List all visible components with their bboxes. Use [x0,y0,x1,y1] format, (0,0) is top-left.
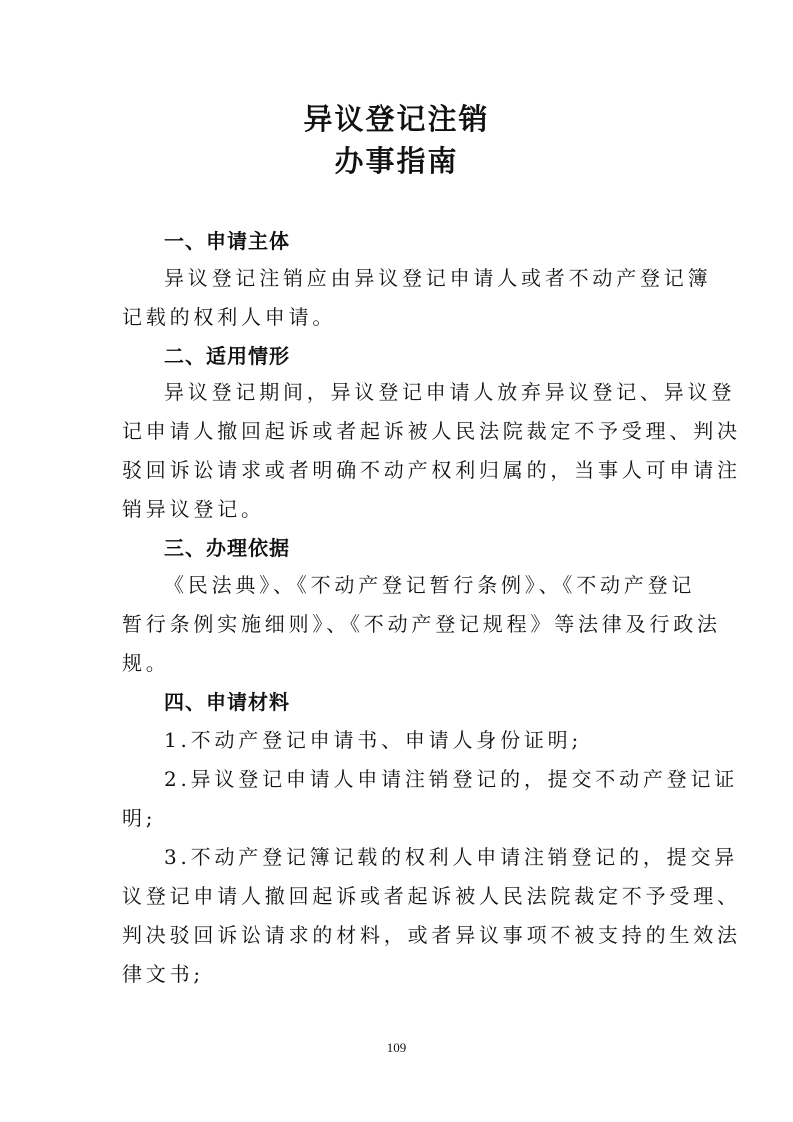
paragraph-line: 记申请人撤回起诉或者起诉被人民法院裁定不予受理、判决 [122,419,741,443]
paragraph-line: 异议登记期间，异议登记申请人放弃异议登记、异议登 [164,380,736,404]
paragraph-line: 驳回诉讼请求或者明确不动产权利归属的，当事人可申请注 [122,458,741,482]
section-heading-applicant: 一、申请主体 [164,229,290,253]
section-heading-legal-basis: 三、办理依据 [164,536,290,560]
document-title-line-1: 异议登记注销 [303,102,490,136]
paragraph-line: 暂行条例实施细则》、《不动产登记规程》等法律及行政法 [122,612,721,636]
section-heading-materials: 四、申请材料 [164,690,290,714]
paragraph-line: 异议登记注销应由异议登记申请人或者不动产登记簿 [164,266,712,290]
paragraph-line: 规。 [122,651,170,675]
paragraph-line: 《民法典》、《不动产登记暂行条例》、《不动产登记 [164,573,696,597]
document-title-line-2: 办事指南 [334,144,459,178]
page-number: 109 [386,1040,407,1055]
paragraph-line: 记载的权利人申请。 [122,305,337,329]
list-item-line: 律文书; [122,962,204,986]
list-item-line: 1.不动产登记申请书、申请人身份证明; [164,728,583,752]
list-item-line: 议登记申请人撤回起诉或者起诉被人民法院裁定不予受理、 [122,884,741,908]
list-item-line: 3.不动产登记簿记载的权利人申请注销登记的，提交异 [164,845,739,869]
list-item-line: 明; [122,806,157,830]
list-item-line: 2.异议登记申请人申请注销登记的，提交不动产登记证 [164,767,739,791]
paragraph-line: 销异议登记。 [122,497,265,521]
list-item-line: 判决驳回诉讼请求的材料，或者异议事项不被支持的生效法 [122,923,741,947]
section-heading-applicable-cases: 二、适用情形 [164,344,290,368]
